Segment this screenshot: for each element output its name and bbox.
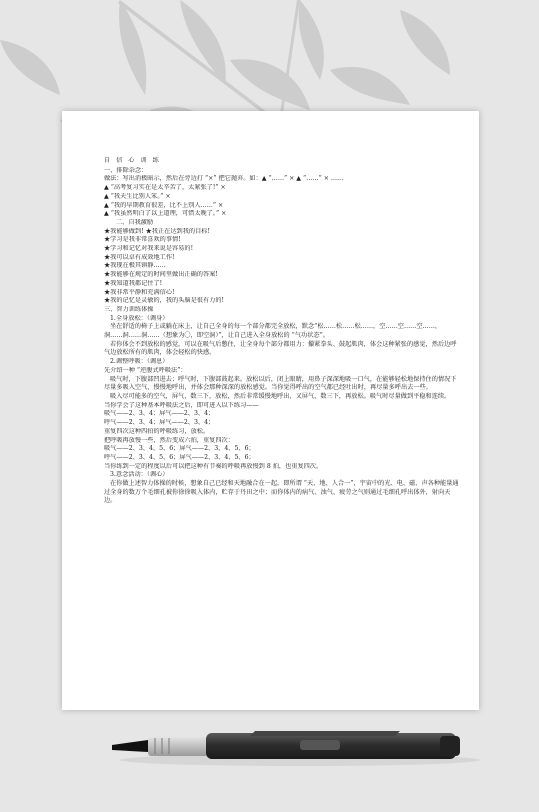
document-line: ▲ “我的早期教育很差，比不上别人……” × bbox=[104, 201, 224, 209]
paragraph: 若你体会不到放松的感觉，可以在吸气后憋住，让全身每个部分都用力：攥紧拳头、鼓起肌肉，体会这种紧张的感觉，然后边呼气边放松所有的肌肉，体会轻松的快感。 bbox=[104, 340, 457, 357]
document-line: ★我知道我都记住了! bbox=[104, 279, 163, 287]
document-line: ★我的记忆是灵敏的，我的头脑是很有力的! bbox=[104, 297, 225, 305]
paragraph: 吸气时，下腹部凹进去；呼气时，下腹部鼓起来。放松以后，闭上眼睛，用鼻子深深地吸一口气，在能够轻松地保持住的情况下尽量多吸入空气，慢慢地呼出，并体会那种深深的放松感觉。当你觉得呼出的空气都已经吐出时，再尽量多呼出去一些。 bbox=[104, 375, 457, 392]
document-line: ★我可以卓有成效地工作! bbox=[104, 253, 175, 261]
document-line: ★我非常平静和充满信心! bbox=[104, 288, 175, 296]
document-page bbox=[62, 111, 479, 710]
section-heading: 二、自我激励 bbox=[116, 218, 154, 226]
document-line: 先介绍一种 “逆腹式呼吸法”： bbox=[104, 366, 187, 374]
paragraph: 吸入尽可能多的空气，屏气，数三下，放松，然后非常缓慢地呼出，又屏气，数三下，再放松。吸气时尽量做到平稳和连续。 bbox=[110, 392, 451, 400]
subsection-heading: 3.意念活动：（调心） bbox=[110, 471, 169, 479]
document-line: ★学习是我非常喜欢的事情! bbox=[104, 236, 181, 244]
document-line: 呼气——2、3、4；屏气——2、3、4； bbox=[104, 419, 215, 427]
document-line: 当你学会了这种基本呼吸法之后，即可进入以下练习—— bbox=[104, 401, 259, 409]
document-line: 吸气——2、3、4、5、6；屏气——2、3、4、5、6； bbox=[104, 445, 255, 453]
document-line: ★我能够做到! ★我正在达到我的目标! bbox=[104, 227, 210, 235]
paragraph: 坐在舒适的椅子上或躺在床上，让自己全身的每一个部分都完全放松，默念“松……松……松……，空……空……空……， 洞……洞……洞……（想象为〇，即空洞）”，让自己进入全身放松的 “气功状态”。 bbox=[104, 323, 445, 340]
document-line: 吸气——2、3、4；屏气——2、3、4； bbox=[104, 410, 215, 418]
document-line: ▲ “我虽然明白了以上道理，可惜太晚了。” × bbox=[104, 210, 227, 218]
subsection-heading: 1.全身放松：（调身） bbox=[110, 314, 169, 322]
document-line: 重复四次这种四拍的呼吸练习，放松。 bbox=[104, 427, 210, 435]
document-line: ★我能够在规定的时间里做出正确的答案! bbox=[104, 271, 218, 279]
document-title: 自 信 心 训 练 bbox=[104, 157, 161, 164]
document-line: 呼气——2、3、4、5、6；屏气——2、3、4、5、6； bbox=[104, 453, 255, 461]
document-line: ★我现在极其镇静…… bbox=[104, 262, 166, 270]
document-line: ★学习和记忆对我来说是容易的! bbox=[104, 245, 194, 253]
paragraph: 在你做上述智力体操的时候，想象自己已经和天地融合在一起，即所谓 “天、地、人合一”，宇宙中的光、电、磁、声各种能量通过全身的数万个毛细孔被你徐徐吸入体内，贮存于丹田之中；而你体内的病气、浊气、疲劳之气则通过毛细孔呼出体外，射向天边。 bbox=[104, 480, 459, 505]
document-line: 把呼吸再放慢一些，然后变成六拍，重复四次： bbox=[104, 436, 234, 444]
section-heading: 三、智力训练体操 bbox=[104, 305, 154, 313]
document-line: 一、排除杂念： bbox=[104, 166, 148, 174]
document-line: ▲ “我天生比别人笨。” × bbox=[104, 192, 171, 200]
document-line: 当你练到一定的程度以后可以把这种有节奏的呼吸再放慢到 8 拍，也重复四次。 bbox=[104, 462, 323, 470]
document-body bbox=[104, 157, 459, 506]
document-line: 做法：写出消极暗示，然后在旁边打 “×” 把它抛弃。如：▲ “……” × ▲ “……” × …… bbox=[104, 175, 344, 183]
subsection-heading: 2.调整呼吸：（调息） bbox=[110, 358, 169, 366]
document-line: ▲ “高考复习实在是太辛苦了，太紧张了!” × bbox=[104, 184, 226, 192]
pen-icon bbox=[112, 731, 460, 759]
